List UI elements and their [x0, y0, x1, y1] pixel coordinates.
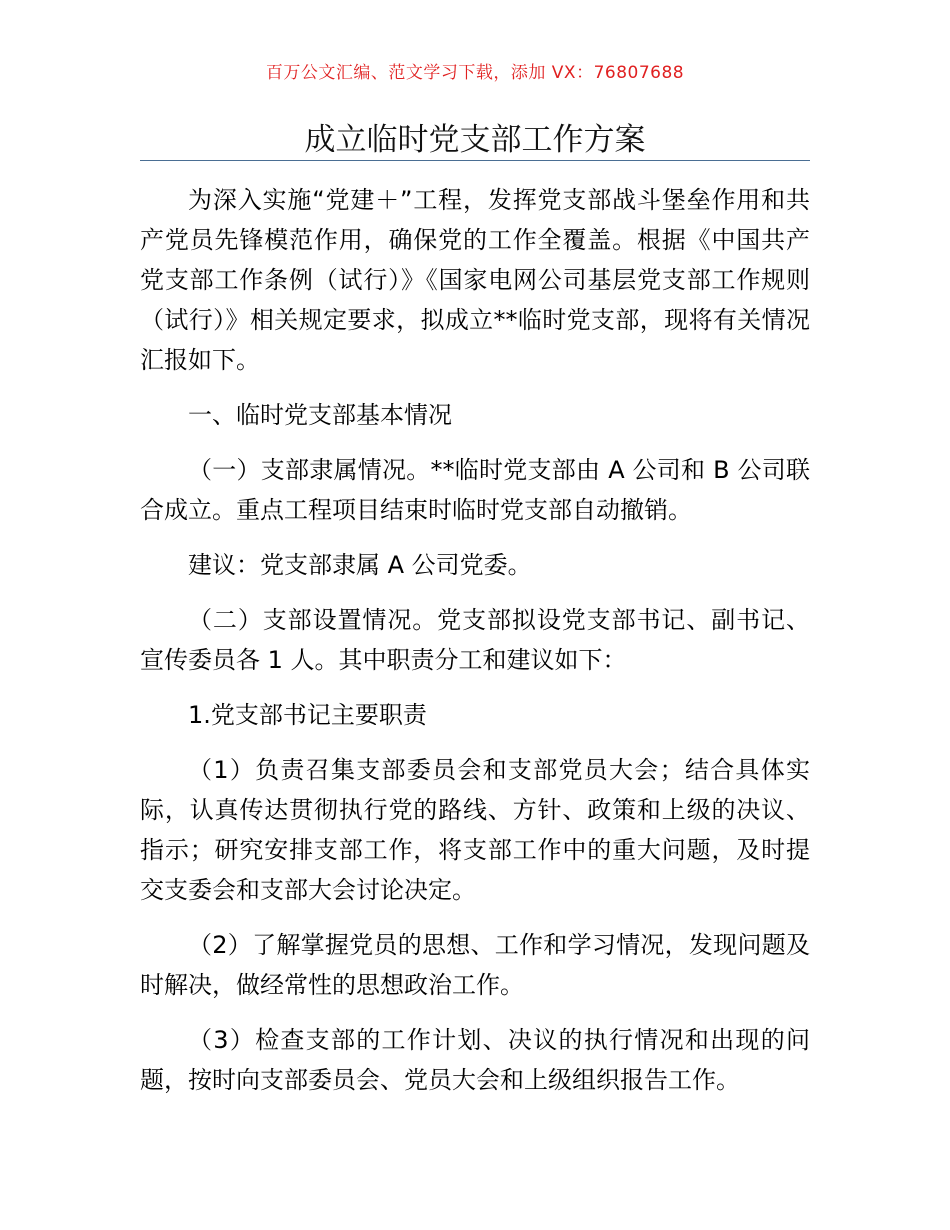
paragraph-affiliation: （一）支部隶属情况。**临时党支部由 A 公司和 B 公司联合成立。重点工程项目结束时临时党支部自动撤销。	[140, 456, 810, 524]
watermark-banner: 百万公文汇编、范文学习下载，添加 VX：76807688	[265, 63, 685, 83]
document-title: 成立临时党支部工作方案	[304, 122, 646, 158]
paragraph-suggestion: 建议：党支部隶属 A 公司党委。	[188, 551, 532, 579]
paragraph-duty-3: （3）检查支部的工作计划、决议的执行情况和出现的问题，按时向支部委员会、党员大会和上级组织报告工作。	[140, 1026, 810, 1094]
heading-secretary-duties: 1.党支部书记主要职责	[188, 701, 427, 729]
paragraph-setup: （二）支部设置情况。党支部拟设党支部书记、副书记、宣传委员各 1 人。其中职责分工和建议如下：	[140, 606, 810, 674]
paragraph-intro: 为深入实施“党建＋”工程，发挥党支部战斗堡垒作用和共产党员先锋模范作用，确保党的工作全覆盖。根据《中国共产党支部工作条例（试行）》《国家电网公司基层党支部工作规则（试行）》相关规定要求，拟成立**临时党支部，现将有关情况汇报如下。	[140, 186, 810, 374]
heading-section-1: 一、临时党支部基本情况	[188, 401, 452, 429]
document-body	[140, 180, 810, 1115]
paragraph-duty-1: （1）负责召集支部委员会和支部党员大会；结合具体实际，认真传达贯彻执行党的路线、方针、政策和上级的决议、指示；研究安排支部工作，将支部工作中的重大问题，及时提交支委会和支部大会讨论决定。	[140, 756, 810, 904]
title-divider	[140, 160, 810, 161]
paragraph-duty-2: （2）了解掌握党员的思想、工作和学习情况，发现问题及时解决，做经常性的思想政治工作。	[140, 931, 810, 999]
